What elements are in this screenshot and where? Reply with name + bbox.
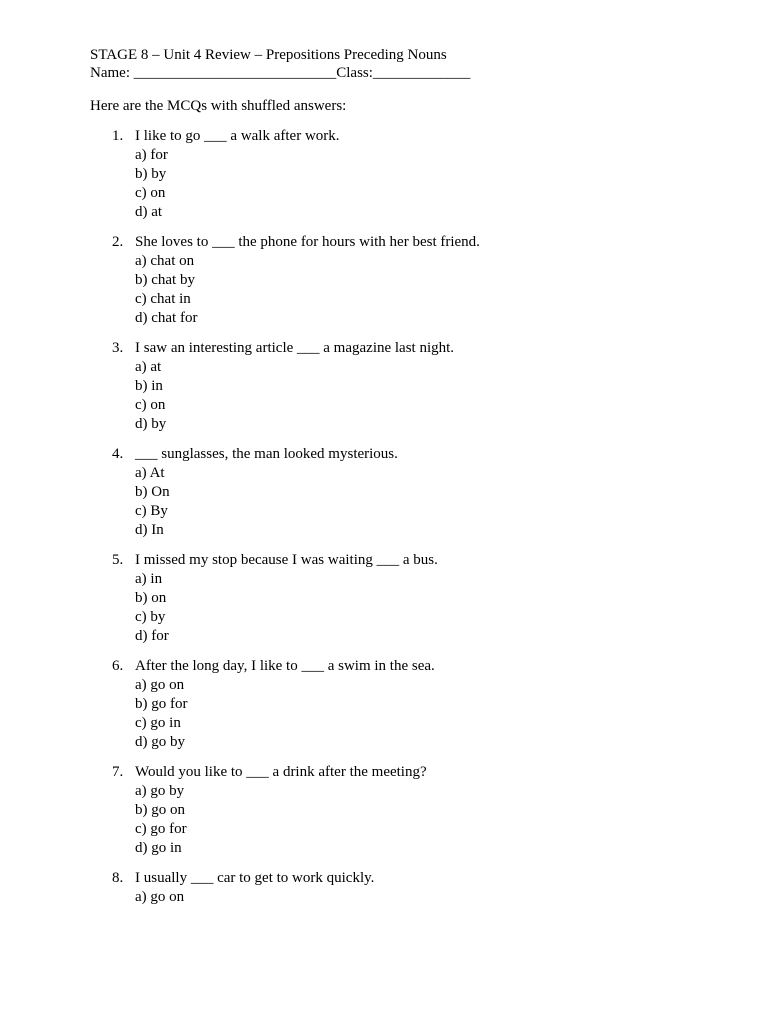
answer-option: a) go by [135, 783, 185, 799]
answer-option: c) By [135, 503, 168, 519]
answer-option: c) by [135, 609, 166, 625]
answer-option: d) In [135, 522, 164, 538]
answer-option: b) in [135, 378, 163, 394]
answer-option: b) by [135, 166, 167, 182]
question-number: 7. [112, 764, 124, 780]
answer-option: b) go on [135, 802, 185, 818]
question-number: 4. [112, 446, 124, 462]
question-text: ___ sunglasses, the man looked mysterious. [135, 446, 398, 462]
question-item [90, 233, 710, 328]
question-number: 5. [112, 552, 124, 568]
question-item [90, 657, 710, 752]
question-number: 8. [112, 870, 124, 886]
question-item [90, 869, 710, 907]
document-page [90, 46, 710, 918]
question-item [90, 763, 710, 858]
question-text: I missed my stop because I was waiting ___ a bus. [135, 552, 438, 568]
name-class-line: Name: ___________________________Class:_____________ [90, 65, 471, 81]
question-text: After the long day, I like to ___ a swim in the sea. [135, 658, 435, 674]
answer-option: b) chat by [135, 272, 195, 288]
answer-option: a) At [135, 465, 165, 481]
answer-option: a) in [135, 571, 163, 587]
question-text: She loves to ___ the phone for hours with her best friend. [135, 234, 480, 250]
answer-option: d) by [135, 416, 167, 432]
answer-option: c) on [135, 397, 166, 413]
question-item [90, 339, 710, 434]
question-item [90, 127, 710, 222]
question-item [90, 551, 710, 646]
question-item [90, 445, 710, 540]
answer-option: c) on [135, 185, 166, 201]
answer-option: a) for [135, 147, 168, 163]
question-number: 6. [112, 658, 124, 674]
answer-option: a) go on [135, 889, 185, 905]
question-number: 3. [112, 340, 124, 356]
question-number: 2. [112, 234, 124, 250]
answer-option: d) chat for [135, 310, 198, 326]
answer-option: a) chat on [135, 253, 195, 269]
answer-option: d) at [135, 204, 163, 220]
question-text: I saw an interesting article ___ a magazine last night. [135, 340, 455, 356]
question-text: I usually ___ car to get to work quickly. [135, 870, 375, 886]
question-list [90, 127, 710, 907]
answer-option: a) go on [135, 677, 185, 693]
answer-option: c) go in [135, 715, 181, 731]
answer-option: d) go in [135, 840, 182, 856]
answer-option: c) chat in [135, 291, 191, 307]
question-number: 1. [112, 128, 124, 144]
intro-text: Here are the MCQs with shuffled answers: [90, 98, 347, 114]
answer-option: b) On [135, 484, 170, 500]
question-text: I like to go ___ a walk after work. [135, 128, 340, 144]
question-text: Would you like to ___ a drink after the meeting? [135, 764, 427, 780]
answer-option: d) for [135, 628, 169, 644]
answer-option: d) go by [135, 734, 185, 750]
answer-option: c) go for [135, 821, 187, 837]
answer-option: b) on [135, 590, 167, 606]
answer-option: a) at [135, 359, 162, 375]
document-title: STAGE 8 – Unit 4 Review – Prepositions Preceding Nouns [90, 47, 447, 63]
answer-option: b) go for [135, 696, 188, 712]
